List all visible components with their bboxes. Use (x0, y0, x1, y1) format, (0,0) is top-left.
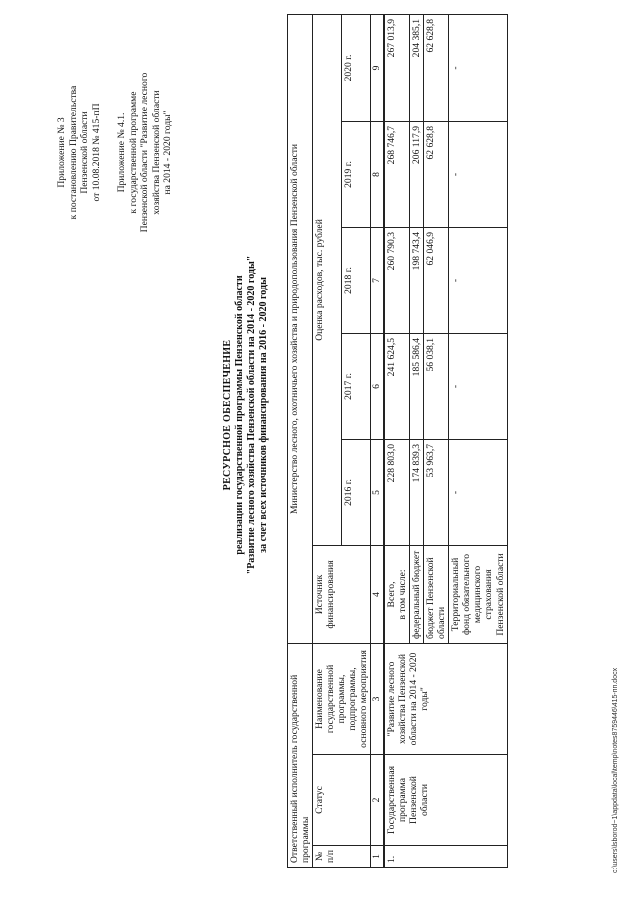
value-cell: 241 624,5 (384, 333, 410, 439)
column-number: 2 (371, 755, 385, 846)
value-cell: 268 746,7 (384, 121, 410, 227)
document-subtitle: за счет всех источников финансирования на 2016 - 2020 годы (258, 277, 269, 553)
source-including: в том числе: (397, 569, 409, 620)
appendix-line: Приложение № 4.1. (116, 112, 127, 193)
source-total: Всего, (386, 581, 398, 608)
value-cell: 62 628,8 (424, 14, 449, 121)
value-cell: 185 586,4 (410, 333, 424, 439)
spacer (102, 40, 116, 265)
value-cell: 198 743,4 (410, 227, 424, 333)
value-cell: 53 963,7 (424, 439, 449, 545)
value-cell: - (449, 227, 507, 333)
row-number: 1. (384, 846, 507, 868)
value-cell: - (449, 14, 507, 121)
value-cell: - (449, 333, 507, 439)
value-cell: 62 046,9 (424, 227, 449, 333)
document-title-block (222, 155, 270, 675)
appendix-line: к государственной программе (127, 91, 139, 214)
source-cell (384, 545, 410, 643)
appendix-line: Пензенской области "Развитие лесного (139, 72, 150, 233)
column-number: 5 (371, 439, 385, 545)
column-number: 1 (371, 846, 385, 868)
source-cell: федеральный бюджет (410, 545, 424, 643)
appendix-line: хозяйства Пензенской области (150, 90, 162, 215)
column-number: 4 (371, 545, 385, 643)
appendix-block (56, 40, 174, 265)
document-title: РЕСУРСНОЕ ОБЕСПЕЧЕНИЕ (222, 339, 233, 491)
appendix-line: к постановлению Правительства (67, 85, 79, 220)
appendix-line: от 10.08.2018 № 415-пП (90, 103, 102, 202)
header-year: 2016 г. (342, 439, 371, 545)
header-name: Наименование государственной программы, подпрограммы, основного мероприятия (313, 643, 371, 754)
column-number: 3 (371, 643, 385, 754)
source-cell: Территориальный фонд обязательного медицинского страхования Пензенской области (449, 545, 507, 643)
value-cell: 204 385,1 (410, 14, 424, 121)
resource-table (287, 14, 508, 868)
header-year: 2020 г. (342, 14, 371, 121)
value-cell: 174 839,3 (410, 439, 424, 545)
header-num: № п/п (313, 846, 371, 868)
document-subtitle: реализации государственной программы Пензенской области (234, 275, 245, 555)
header-estimate: Оценка расходов, тыс. рублей (313, 14, 342, 545)
column-number: 7 (371, 227, 385, 333)
value-cell: 206 117,9 (410, 121, 424, 227)
value-cell: - (449, 439, 507, 545)
appendix-line: Пензенской области (79, 111, 90, 194)
value-cell: 267 013,9 (384, 14, 410, 121)
source-cell: бюджет Пензенской области (424, 545, 449, 643)
executor-label: Ответственный исполнитель государственной программы (288, 643, 313, 867)
row-program-name: "Развитие лесного хозяйства Пензенской области на 2014 - 2020 годы" (384, 643, 507, 754)
column-number: 6 (371, 333, 385, 439)
table-row (313, 14, 342, 867)
header-source: Источник финансирования (313, 545, 371, 643)
header-year: 2017 г. (342, 333, 371, 439)
value-cell: 260 790,3 (384, 227, 410, 333)
document-subtitle: "Развитие лесного хозяйства Пензенской области на 2014 - 2020 годы" (246, 255, 257, 575)
value-cell: 228 803,0 (384, 439, 410, 545)
header-year: 2018 г. (342, 227, 371, 333)
column-number: 9 (371, 14, 385, 121)
value-cell: 62 628,8 (424, 121, 449, 227)
header-status: Статус (313, 755, 371, 846)
value-cell: - (449, 121, 507, 227)
executor-value: Министерство лесного, охотничьего хозяйства и природопользования Пензенской области (288, 14, 313, 643)
table-row (384, 14, 410, 867)
header-year: 2019 г. (342, 121, 371, 227)
appendix-line: Приложение № 3 (56, 117, 67, 188)
table-row (288, 14, 313, 867)
file-path-footer: c:\users\lsborod~1\appdata\local\temp\notes8759446\415-пп.docx (612, 667, 619, 873)
row-status: Государственная программа Пензенской области (384, 755, 507, 846)
value-cell: 56 038,1 (424, 333, 449, 439)
column-number: 8 (371, 121, 385, 227)
appendix-line: на 2014 - 2020 годы" (162, 110, 173, 195)
column-number-row (371, 14, 385, 867)
